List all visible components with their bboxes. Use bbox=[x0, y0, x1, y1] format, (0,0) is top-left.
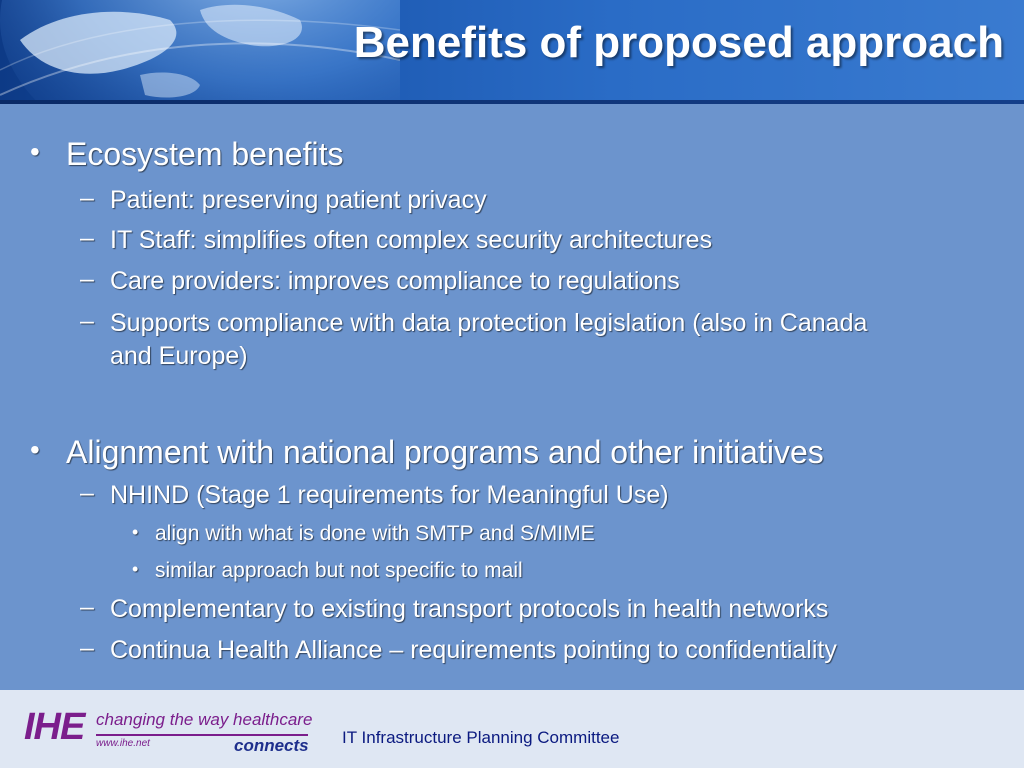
ihe-logo-mark: IHE bbox=[24, 706, 85, 748]
sub-bullet-legislation: Supports compliance with data protection legislation (also in Canada bbox=[110, 309, 868, 337]
logo-tagline: changing the way healthcare bbox=[96, 710, 313, 729]
dash-marker: – bbox=[80, 593, 94, 621]
dash-marker: – bbox=[80, 634, 94, 662]
bullet-alignment: Alignment with national programs and other initiatives bbox=[66, 434, 824, 470]
dash-marker: – bbox=[80, 479, 94, 507]
globe-graphic bbox=[0, 0, 400, 100]
sub-sub-bullet-mail: similar approach but not specific to mail bbox=[155, 559, 523, 582]
bullet-marker: • bbox=[30, 434, 40, 465]
sub-bullet-continua: Continua Health Alliance – requirements pointing to confidentiality bbox=[110, 636, 837, 664]
bullet-ecosystem: Ecosystem benefits bbox=[66, 136, 344, 172]
bullet-marker: • bbox=[30, 136, 40, 167]
sub-bullet-nhind: NHIND (Stage 1 requirements for Meaningful Use) bbox=[110, 481, 669, 509]
logo-url: www.ihe.net bbox=[96, 738, 150, 749]
dot-marker: • bbox=[132, 522, 139, 542]
dash-marker: – bbox=[80, 307, 94, 335]
slide-title: Benefits of proposed approach bbox=[353, 18, 1004, 67]
logo-connects: connects bbox=[234, 736, 309, 755]
dash-marker: – bbox=[80, 224, 94, 252]
sub-bullet-legislation-cont: and Europe) bbox=[110, 342, 248, 370]
dash-marker: – bbox=[80, 184, 94, 212]
sub-bullet-patient: Patient: preserving patient privacy bbox=[110, 186, 487, 214]
dash-marker: – bbox=[80, 265, 94, 293]
ihe-logo bbox=[20, 696, 315, 762]
sub-bullet-care-providers: Care providers: improves compliance to regulations bbox=[110, 267, 680, 295]
sub-bullet-complementary: Complementary to existing transport protocols in health networks bbox=[110, 595, 829, 623]
dot-marker: • bbox=[132, 559, 139, 579]
slide-footer bbox=[0, 690, 1024, 768]
committee-name: IT Infrastructure Planning Committee bbox=[342, 728, 620, 747]
sub-bullet-it-staff: IT Staff: simplifies often complex security architectures bbox=[110, 226, 713, 254]
slide-body bbox=[0, 104, 1024, 690]
slide-header bbox=[0, 0, 1024, 100]
sub-sub-bullet-smtp: align with what is done with SMTP and S/MIME bbox=[155, 522, 595, 545]
